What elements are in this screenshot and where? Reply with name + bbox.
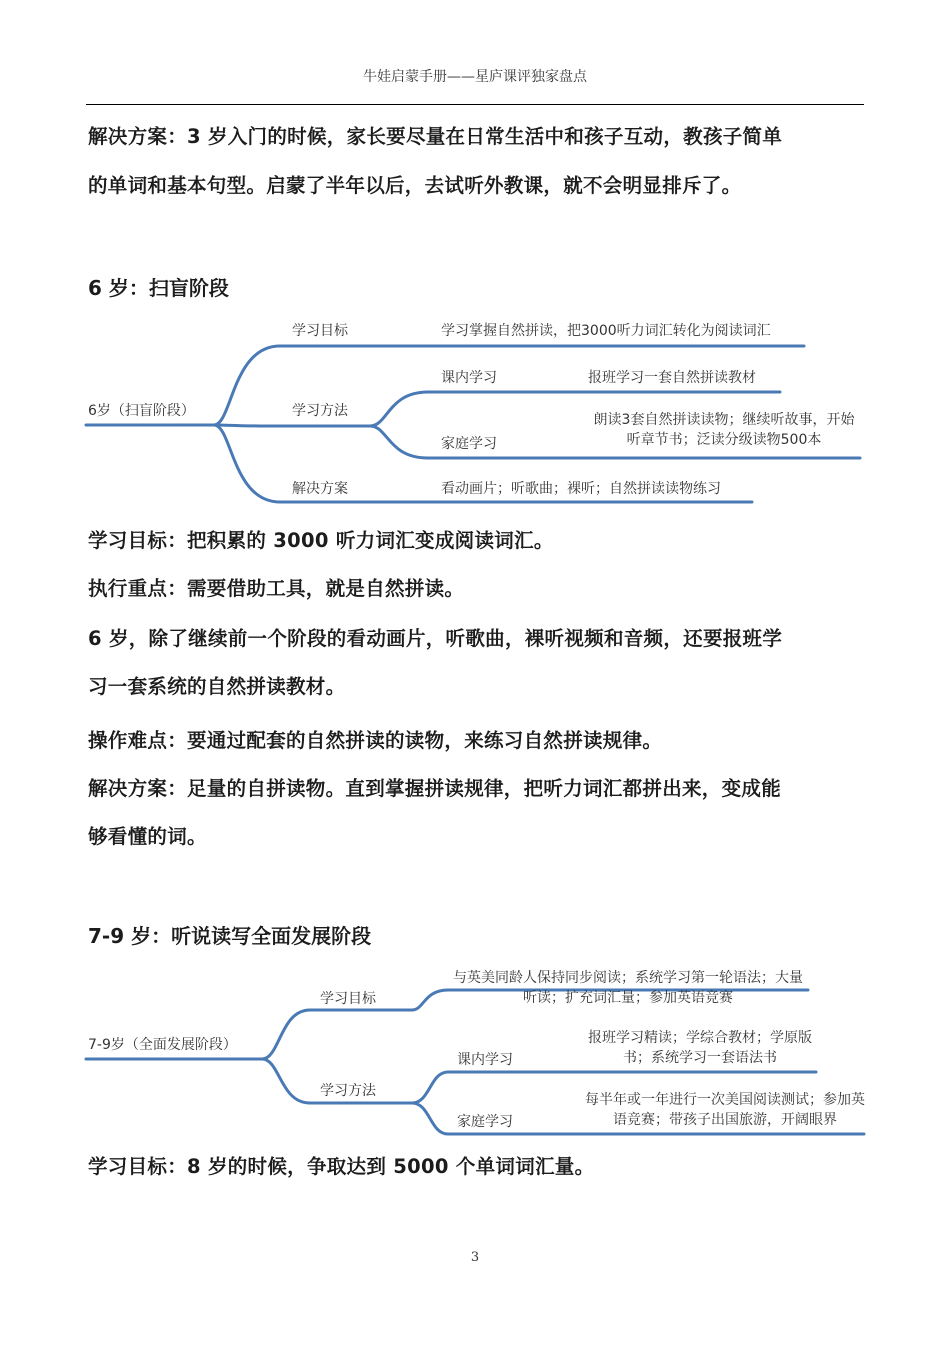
class-text: 报班学习一套自然拼读教材	[588, 370, 756, 386]
mindmap-age-6	[84, 310, 864, 510]
section-6-goal: 学习目标：把积累的 3000 听力词汇变成阅读词汇。	[88, 529, 554, 552]
section-6-solution-line-2: 够看懂的词。	[88, 825, 207, 848]
page-number: 3	[470, 1250, 480, 1265]
branch-goal: 学习目标	[320, 991, 376, 1007]
mindmap-root: 6岁（扫盲阶段）	[88, 403, 195, 419]
intro-line-1: 解决方案：3 岁入门的时候，家长要尽量在日常生活中和孩子互动，教孩子简单	[88, 125, 783, 148]
branch-home: 家庭学习	[457, 1114, 513, 1130]
section-6-p3-line-1: 6 岁，除了继续前一个阶段的看动画片，听歌曲，裸听视频和音频，还要报班学	[88, 627, 783, 650]
home-text: 每半年或一年进行一次美国阅读测试；参加英语竞赛；带孩子出国旅游，开阔眼界	[585, 1092, 865, 1128]
section-7-9-goal: 学习目标：8 岁的时候，争取达到 5000 个单词词汇量。	[88, 1155, 595, 1178]
branch-class: 课内学习	[457, 1052, 513, 1068]
branch-method: 学习方法	[320, 1083, 376, 1099]
section-6-p3-line-2: 习一套系统的自然拼读教材。	[88, 675, 346, 698]
branch-goal: 学习目标	[292, 323, 348, 339]
section-6-focus: 执行重点：需要借助工具，就是自然拼读。	[88, 577, 465, 600]
branch-home: 家庭学习	[441, 436, 497, 452]
section-6-solution-line-1: 解决方案：足量的自拼读物。直到掌握拼读规律，把听力词汇都拼出来，变成能	[88, 777, 782, 800]
branch-method: 学习方法	[292, 403, 348, 419]
class-text: 报班学习精读；学综合教材；学原版书；系统学习一套语法书	[588, 1030, 812, 1066]
solution-text: 看动画片；听歌曲；裸听；自然拼读读物练习	[441, 481, 721, 497]
branch-solution: 解决方案	[292, 481, 348, 497]
section-6-difficulty: 操作难点：要通过配套的自然拼读的读物，来练习自然拼读规律。	[88, 729, 663, 752]
mindmap-root: 7-9岁（全面发展阶段）	[88, 1037, 237, 1053]
goal-text: 与英美同龄人保持同步阅读；系统学习第一轮语法；大量听读；扩充词汇量；参加英语竞赛	[453, 970, 803, 1006]
page-header: 牛娃启蒙手册——星庐课评独家盘点	[363, 69, 587, 85]
branch-class: 课内学习	[441, 370, 497, 386]
header-divider	[86, 104, 864, 105]
goal-text: 学习掌握自然拼读，把3000听力词汇转化为阅读词汇	[441, 323, 771, 339]
section-7-9-heading: 7-9 岁：听说读写全面发展阶段	[88, 924, 372, 948]
mindmap-age-7-9	[84, 964, 866, 1140]
intro-line-2: 的单词和基本句型。启蒙了半年以后，去试听外教课，就不会明显排斥了。	[88, 174, 742, 197]
section-6-heading: 6 岁：扫盲阶段	[88, 276, 229, 300]
home-text: 朗读3套自然拼读读物；继续听故事，开始听章节书；泛读分级读物500本	[593, 412, 855, 448]
